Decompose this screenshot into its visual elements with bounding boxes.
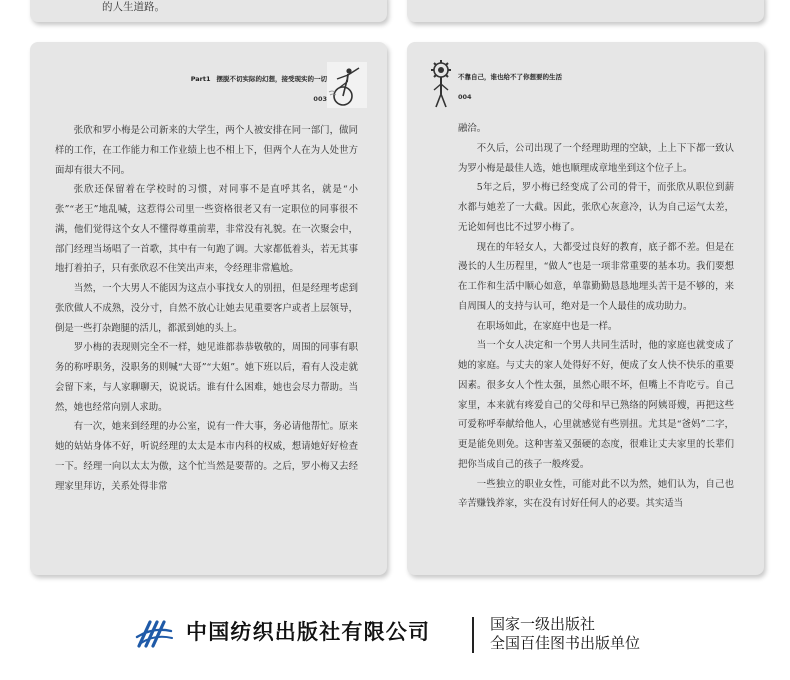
body-text-left <box>55 121 358 496</box>
page-header-left <box>191 74 327 103</box>
previous-page-text: 的人生道路。 <box>102 1 165 13</box>
paragraph: 融洽。 <box>458 123 487 134</box>
book-page-left <box>30 42 387 575</box>
paragraph: 不久后，公司出现了一个经理助理的空缺，上上下下都一致认为罗小梅是最佳人选，她也顺理成章地坐到这个位子上。 <box>458 142 734 174</box>
page-header-right <box>458 72 562 101</box>
footer-divider <box>472 617 474 653</box>
paragraph: 当然，一个大男人不能因为这点小事找女人的别扭，但是经理考虑到张欣做人不成熟，没分寸，自然不放心让她去见重要客户或者上层领导，倒是一些打杂跑腿的活儿，都派到她的头上。 <box>55 283 358 334</box>
part-label: Part1 <box>190 75 211 83</box>
chapter-title: 不靠自己，谁也给不了你想要的生活 <box>458 73 562 81</box>
publisher-logo-icon <box>135 619 173 649</box>
previous-page-card-right <box>407 0 764 22</box>
previous-page-card-left <box>30 0 387 22</box>
paragraph: 一些独立的职业女性，可能对此不以为然，她们认为，自己也辛苦赚钱养家，实在没有讨好任何人的必要。其实适当 <box>458 478 734 510</box>
paragraph: 张欣还保留着在学校时的习惯，对同事不是直呼其名，就是“小张”“老王”地乱喊，这惹得公司里一些资格很老又有一定职位的同事很不满，他们觉得这个女人不懂得尊重前辈，非常没有礼貌。在一次聚会中，部门经理当场唱了一首歌，其中有一句跑了调。大家都低着头，若无其事地打着拍子，只有张欣忍不住笑出声来，令经理非常尴尬。 <box>55 184 358 275</box>
page-number: 004 <box>458 93 472 101</box>
book-page-right <box>407 42 764 575</box>
paragraph: 张欣和罗小梅是公司新来的大学生，两个人被安排在同一部门，做同样的工作，在工作能力和工作业绩上也不相上下，但两个人在为人处世方面却有很大不同。 <box>55 125 358 176</box>
paragraph: 在职场如此，在家庭中也是一样。 <box>476 320 618 332</box>
slogan-line: 全国百佳图书出版单位 <box>490 634 641 652</box>
paragraph: 当一个女人决定和一个男人共同生活时，他的家庭也就变成了她的家庭。与丈夫的家人处得好不好，便成了女人快不快乐的重要因素。很多女人个性太强，虽然心眼不坏，但嘴上不肯吃亏。自己家里，本来就有疼爱自己的父母和早已熟络的阿姨哥嫂，再把这些可爱称呼奉献给他人，心里就感觉有些别扭。尤其是“爸妈”二字，更是能免则免。这种害羞又强硬的态度，很难让丈夫家里的长辈们把你当成自己的孩子一般疼爱。 <box>458 340 734 470</box>
paragraph: 有一次，她来到经理的办公室，说有一件大事，务必请他帮忙。原来她的姑姑身体不好，听说经理的太太是本市内科的权威，想请她好好检查一下。经理一向以太太为傲，这个忙当然是要帮的。之后，罗小梅又去经理家里拜访，关系处得非常 <box>55 421 358 492</box>
body-text-right <box>458 119 734 514</box>
paragraph: 5年之后，罗小梅已经变成了公司的骨干，而张欣从职位到薪水都与她差了一大截。因此，张欣心灰意冷，认为自己运气太差，无论如何也比不过罗小梅了。 <box>458 182 734 233</box>
paragraph: 现在的年轻女人，大都受过良好的教育，底子都不差。但是在漫长的人生历程里，“做人”也是一项非常重要的基本功。我们要想在工作和生活中顺心如意，单靠勤勤恳恳地埋头苦干是不够的，来自周围人的支持与认可，绝对是一个人最佳的成功助力。 <box>458 241 734 312</box>
gear-figure-icon <box>427 60 455 108</box>
paragraph: 罗小梅的表现则完全不一样，她见谁都恭恭敬敬的，周围的同事有职务的称呼职务，没职务的则喊“大哥”“大姐”。她下班以后，看有人没走就会留下来，与人家聊聊天，说说话。谁有什么困难，她也会尽力帮助。当然，她也经常向别人求助。 <box>55 342 358 413</box>
page-number: 003 <box>313 95 327 103</box>
publisher-slogan <box>490 615 640 653</box>
slogan-line: 国家一级出版社 <box>490 615 596 633</box>
publisher-name: 中国纺织出版社有限公司 <box>186 619 431 644</box>
unicycle-figure-icon <box>327 62 367 108</box>
chapter-title: 摆脱不切实际的幻想，接受现实的一切 <box>216 75 327 83</box>
